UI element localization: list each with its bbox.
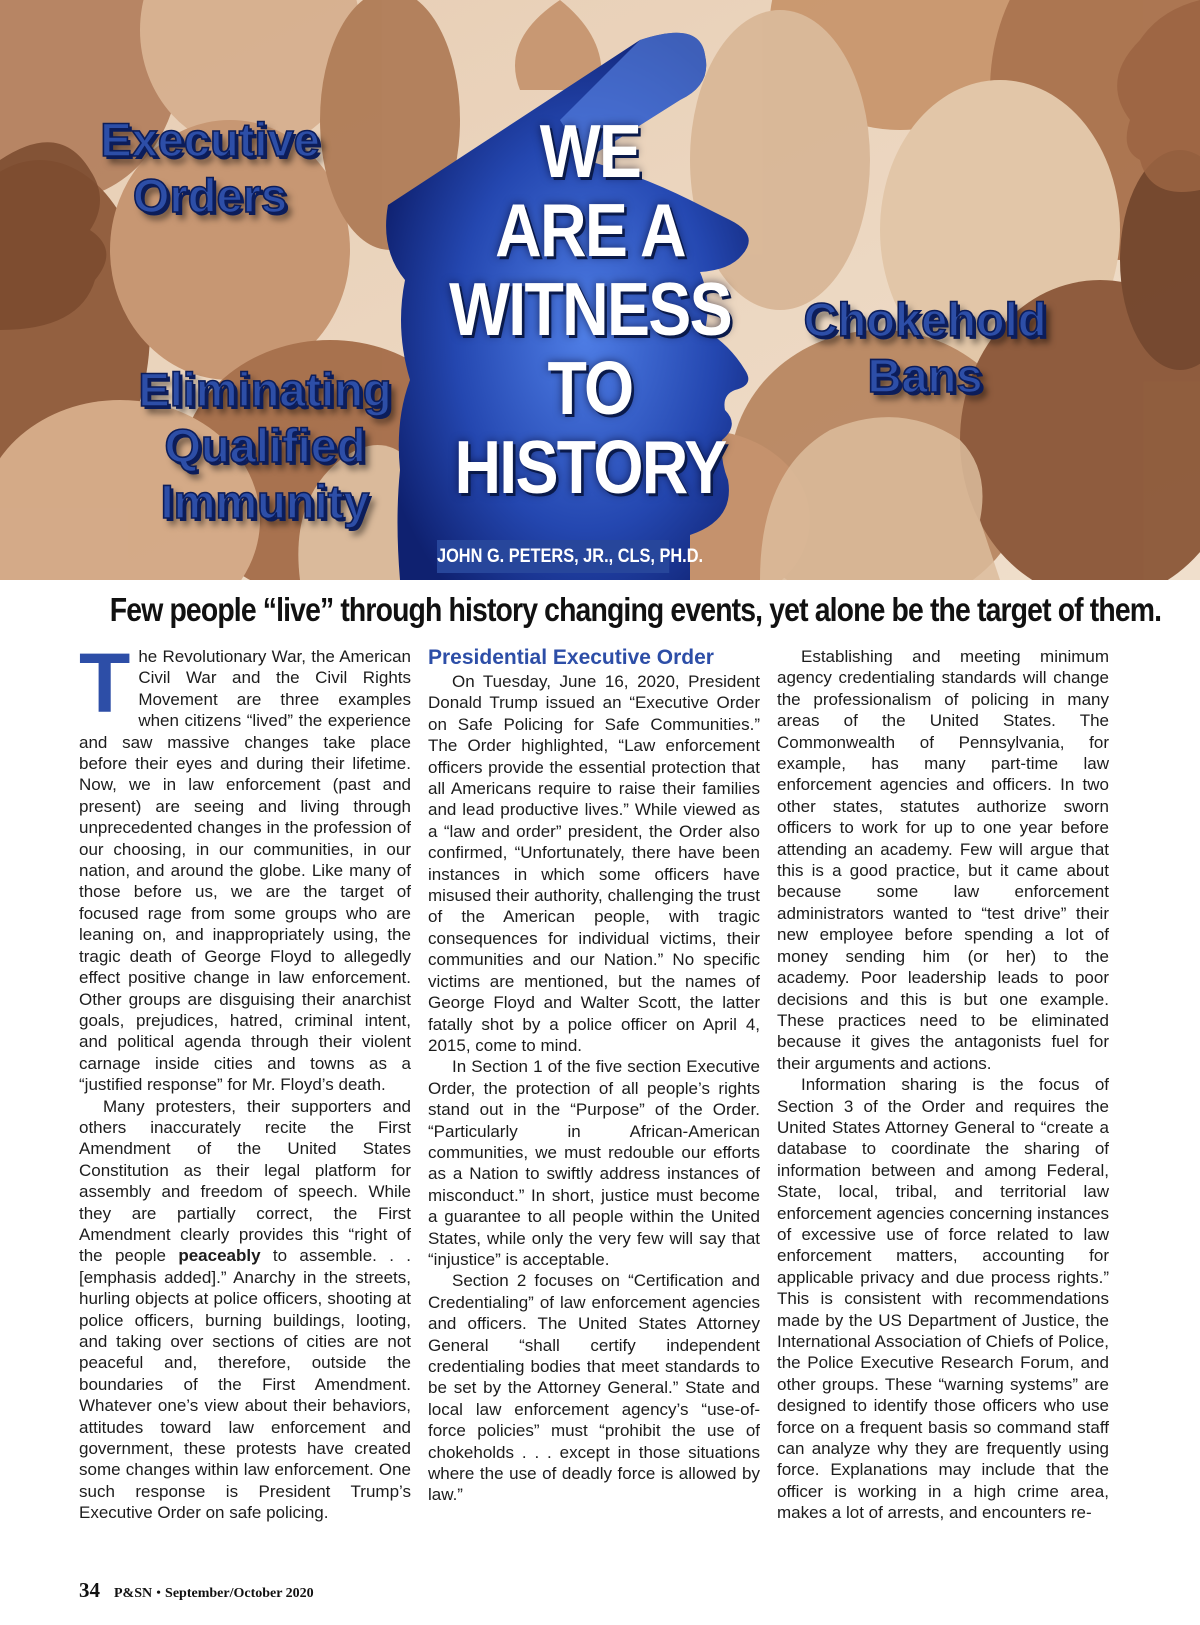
drop-cap: T (79, 636, 131, 730)
article-deck: Few people “live” through history changing events, yet alone be the target of them. (109, 591, 1162, 628)
paragraph-text: Many protesters, their supporters and others inaccurately recite the First Amendment of the United States Constitution as their legal platform for assembly and freedom of speech. While they are partially correct, the First Amendment clearly provides this “right of the people (79, 1096, 411, 1266)
blurb-line: Immunity (160, 475, 370, 528)
title-line: TO (547, 346, 633, 430)
body-paragraph: Information sharing is the focus of Section 3 of the Order and requires the United States Attorney General to “create a database to coordinate the sharing of information between and among Federal, State, local, tribal, and territorial law enforcement agencies concerning instances of excessive use of force related to law enforcement matters, accounting for applicable privacy and due process rights.” This is consistent with recommendations made by the US Department of Justice, the International Association of Chiefs of Police, the Police Executive Research Forum, and other groups. These “warning systems” are designed to identify those officers who use force on a frequent basis so command staff can analyze why they are frequently using force. Explanations may include that the officer is working in a high crime area, makes a lot of arrests, and encounters re- (777, 1075, 1109, 1523)
publication-name: P&SN (114, 1586, 153, 1601)
page-footer (79, 1578, 314, 1603)
body-paragraph (79, 1096, 411, 1524)
section-subhead: Presidential Executive Order (428, 646, 714, 669)
body-paragraph: Section 2 focuses on “Certification and Credentialing” of law enforcement agencies and officers. The United States Attorney General “shall certify independent credentialing bodies that meet standards to be set by the Attorney General.” State and local law enforcement agency’s “use-of-force policies” must “prohibit the use of chokeholds . . . except in those situations where the use of deadly force is allowed by law.” (428, 1271, 760, 1505)
hero-banner (0, 0, 1200, 580)
body-paragraph: In Section 1 of the five section Executive Order, the protection of all people’s rights stand out in the “Purpose” of the Order. “Particularly in African-American communities, we must redouble our efforts as a Nation to swiftly address instances of misconduct.” In short, justice must become a guarantee to all people within the United States, while only the very few will say that “injustice” is acceptable. (428, 1057, 760, 1269)
blurb-line: Eliminating (138, 363, 392, 416)
body-column-3 (777, 646, 1109, 1524)
paragraph-text: to assemble. . . [emphasis added].” Anarchy in the streets, hurling objects at police officers, shooting at police officers, burning buildings, looting, and taking over sections of cities are not peaceful and, therefore, outside the boundaries of the First Amendment. Whatever one’s view about their behaviors, attitudes toward law enforcement and government, these protests have created some changes within law enforcement. One such response is President Trump’s Executive Order on safe policing. (79, 1246, 411, 1523)
blurb-line: Bans (867, 349, 983, 402)
title-line: HISTORY (454, 425, 726, 509)
blurb-line: Chokehold (803, 293, 1047, 346)
blurb-eliminating-qualified-immunity (110, 362, 420, 530)
body-paragraph: Establishing and meeting minimum agency credentialing standards will change the professionalism of policing in many areas of the United States. The Commonwealth of Pennsylvania, for example, has many part-time law enforcement agencies and officers. In two other states, statutes authorize sworn officers to work for up to one year before attending an academy. Few will argue that this is a good practice, but it came about because some law enforcement administrators wanted to “test drive” their new employee before spending a lot of money sending him (or her) to the academy. Poor leadership leads to poor decisions and this is but one example. These practices need to be eliminated because it gives the antagonists fuel for their arguments and actions. (777, 647, 1109, 1073)
paragraph-text: he Revolutionary War, the American Civil War and the Civil Rights Movement are three examples when citizens “lived” the experience and saw massive changes take place before their eyes and during their lifetime. Now, we in law enforcement (past and present) are seeing and living through unprecedented changes in the profession of our choosing, in our communities, in our nation, and around the globe. Like many of those before us, we are the target of focused rage from some groups who are leaning on, and inappropriately using, the tragic death of George Floyd to allegedly effect positive change in law enforcement. Other groups are disguising their anarchist goals, prejudices, hatred, criminal intent, and political agenda through their violent carnage inside cities and towns as a “justified response” for Mr. Floyd’s death. (79, 647, 411, 1095)
body-column-2 (428, 646, 760, 1506)
author-byline: JOHN G. PETERS, JR., CLS, PH.D. (437, 540, 669, 573)
title-line: ARE A (495, 188, 685, 272)
page-number: 34 (79, 1578, 100, 1602)
body-column-1 (79, 636, 411, 1524)
emphasis-text: peaceably (178, 1246, 261, 1266)
title-line: WE (539, 109, 641, 193)
title-line: WITNESS (449, 267, 731, 351)
blurb-executive-orders (80, 112, 340, 224)
issue-date: September/October 2020 (165, 1586, 314, 1601)
body-paragraph: On Tuesday, June 16, 2020, President Donald Trump issued an “Executive Order on Safe Policing for Safe Communities.” The Order highlighted, “Law enforcement officers provide the essential protection that all Americans require to raise their families and lead productive lives.” While viewed as a “law and order” president, the Order also confirmed, “Unfortunately, there have been instances in which some officers have misused their authority, challenging the trust of the American people, with tragic consequences for individual victims, their communities and our Nation.” No specific victims are mentioned, but the names of George Floyd and Walter Scott, the latter fatally shot by a police officer on April 4, 2015, come to mind. (428, 672, 760, 1055)
body-paragraph (79, 636, 411, 1096)
blurb-chokehold-bans (790, 292, 1060, 404)
blurb-line: Qualified (164, 419, 366, 472)
blurb-line: Orders (132, 169, 288, 222)
footer-separator: • (156, 1586, 162, 1601)
article-title (435, 109, 745, 509)
blurb-line: Executive (100, 113, 320, 166)
